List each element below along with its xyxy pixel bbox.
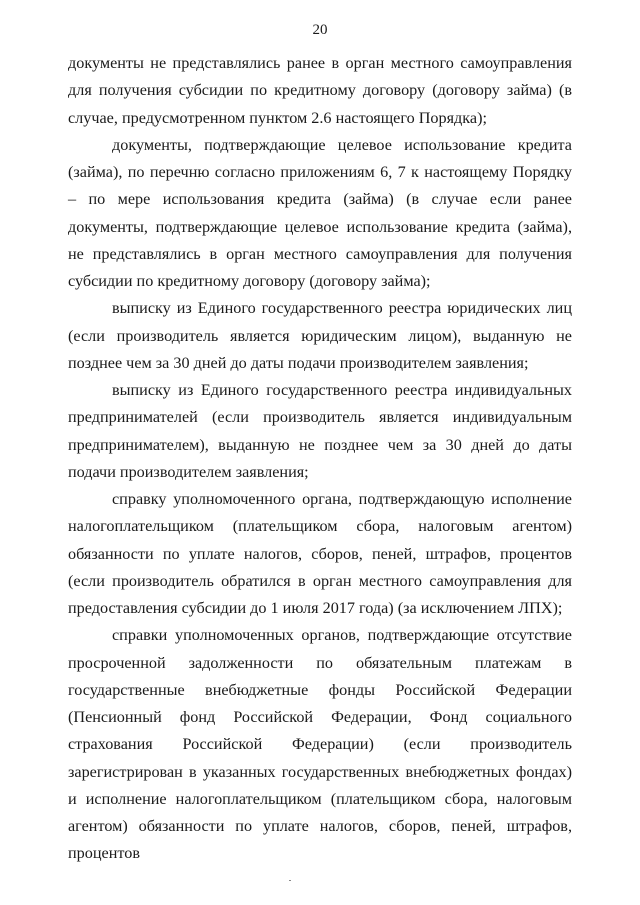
document-body [68,50,572,868]
paragraph-4: выписку из Единого государственного реестра индивидуальных предпринимателей (если производитель является индивидуальным предпринимателем), выданную не позднее чем за 30 дней до даты подачи производителем заявления; [68,381,572,481]
paragraph-3: выписку из Единого государственного реестра юридических лиц (если производитель является юридическим лицом), выданную не позднее чем за 30 дней до даты подачи производителем заявления; [68,299,572,372]
paragraph-5: справку уполномоченного органа, подтверждающую исполнение налогоплательщиком (плательщиком сбора, налоговым агентом) обязанности по уплате налогов, сборов, пеней, штрафов, процентов (если производитель обратился в орган местного самоуправления для предоставления субсидии до 1 июля 2017 года) (за исключением ЛПХ); [68,490,572,617]
page-number: 20 [312,22,328,38]
paragraph-6: справки уполномоченных органов, подтверждающие отсутствие просроченной задолженности по обязательным платежам в государственные внебюджетные фонды Российской Федерации (Пенсионный фонд Российской Федерации, Фонд социального страхования Российской Федерации) (если производитель зарегистрирован в указанных государственных внебюджетных фондах) и исполнение налогоплательщиком (плательщиком сбора, налоговым агентом) обязанности по уплате налогов, сборов, пеней, штрафов, процентов [68,626,572,863]
paragraph-1: документы не представлялись ранее в орган местного самоуправления для получения субсидии по кредитному договору (договору займа) (в случае, предусмотренном пунктом 2.6 настоящего Порядка); [68,54,572,127]
paragraph-2: документы, подтверждающие целевое использование кредита (займа), по перечню согласно приложениям 6, 7 к настоящему Порядку – по мере использования кредита (займа) (в случае если ранее документы, подтверждающие целевое использование кредита (займа), не представлялись в орган местного самоуправления для получения субсидии по кредитному договору (договору займа); [68,135,572,290]
scan-speck [289,880,291,881]
